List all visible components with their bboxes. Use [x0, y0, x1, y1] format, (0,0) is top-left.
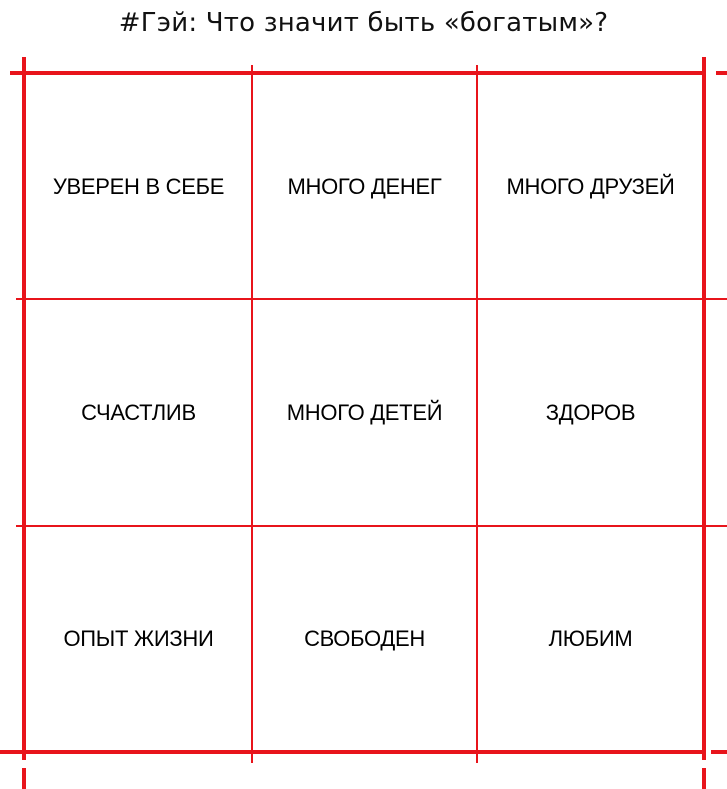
cell-much-money: МНОГО ДЕНЕГ	[287, 173, 442, 199]
cell-confident: УВЕРЕН В СЕБЕ	[52, 173, 225, 199]
cell-loved: ЛЮБИМ	[548, 625, 633, 651]
cell-many-children: МНОГО ДЕТЕЙ	[286, 399, 443, 425]
page-title: #Гэй: Что значит быть «богатым»?	[118, 8, 609, 38]
cell-life-experience: ОПЫТ ЖИЗНИ	[63, 625, 214, 651]
cell-healthy: ЗДОРОВ	[545, 399, 636, 425]
cell-many-friends: МНОГО ДРУЗЕЙ	[506, 173, 675, 199]
cell-happy: СЧАСТЛИВ	[81, 399, 196, 425]
cell-free: СВОБОДЕН	[304, 625, 425, 651]
